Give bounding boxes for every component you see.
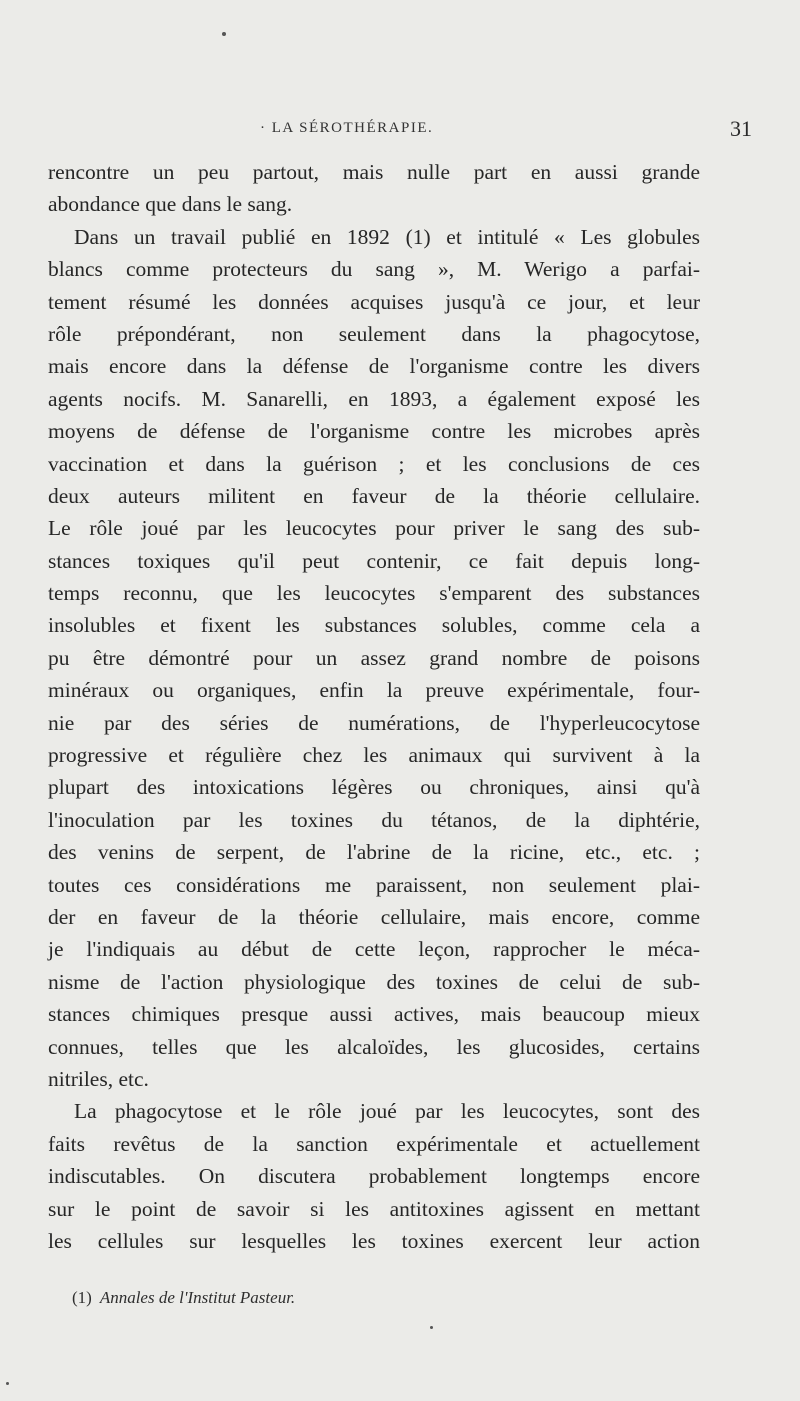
text-line: progressive et régulière chez les animaux qui survivent à la <box>48 743 700 768</box>
text-line: tement résumé les données acquises jusqu'à ce jour, et leur <box>48 289 700 314</box>
text-line: agents nocifs. M. Sanarelli, en 1893, a également exposé les <box>48 386 700 411</box>
text-line: faits revêtus de la sanction expérimentale et actuellement <box>48 1131 700 1156</box>
text-line: Le rôle joué par les leucocytes pour priver le sang des sub- <box>48 516 700 541</box>
text-line: minéraux ou organiques, enfin la preuve expérimentale, four- <box>48 678 700 703</box>
text-line: temps reconnu, que les leucocytes s'emparent des substances <box>48 581 700 606</box>
text-line: La phagocytose et le rôle joué par les leucocytes, sont des <box>74 1099 700 1124</box>
text-line: des venins de serpent, de l'abrine de la ricine, etc., etc. ; <box>48 840 700 865</box>
page-number: 31 <box>730 116 752 141</box>
text-line: vaccination et dans la guérison ; et les conclusions de ces <box>48 451 700 476</box>
text-line: plupart des intoxications légères ou chroniques, ainsi qu'à <box>48 775 700 800</box>
text-line: blancs comme protecteurs du sang », M. Werigo a parfai- <box>48 257 700 282</box>
text-line: rencontre un peu partout, mais nulle part en aussi grande <box>48 160 700 184</box>
text-line: nitriles, etc. <box>48 1066 149 1091</box>
text-line: insolubles et fixent les substances solubles, comme cela a <box>48 613 700 638</box>
print-speck <box>222 32 226 36</box>
footnote-marker: (1) <box>72 1288 92 1307</box>
text-line: nie par des séries de numérations, de l'hyperleucocytose <box>48 710 700 735</box>
text-line: abondance que dans le sang. <box>48 192 293 217</box>
text-line: toutes ces considérations me paraissent, non seulement plai- <box>48 872 700 897</box>
text-line: je l'indiquais au début de cette leçon, rapprocher le méca- <box>48 937 700 962</box>
running-title: · LA SÉROTHÉRAPIE. <box>260 120 434 136</box>
body-text <box>48 156 700 1257</box>
text-line: rôle prépondérant, non seulement dans la phagocytose, <box>48 321 700 346</box>
text-line: sur le point de savoir si les antitoxines agissent en mettant <box>48 1196 700 1221</box>
text-line: stances chimiques presque aussi actives, mais beaucoup mieux <box>48 1002 700 1027</box>
print-speck <box>430 1326 433 1329</box>
running-head <box>48 116 752 146</box>
text-line: connues, telles que les alcaloïdes, les glucosides, certains <box>48 1034 700 1059</box>
footnote <box>72 1288 295 1308</box>
text-line: les cellules sur lesquelles les toxines exercent leur action <box>48 1228 700 1253</box>
text-line: l'inoculation par les toxines du tétanos, de la diphtérie, <box>48 807 700 832</box>
text-line: Dans un travail publié en 1892 (1) et intitulé « Les globules <box>74 224 700 249</box>
text-line: deux auteurs militent en faveur de la théorie cellulaire. <box>48 483 700 508</box>
text-line: stances toxiques qu'il peut contenir, ce fait depuis long- <box>48 548 700 573</box>
text-line: pu être démontré pour un assez grand nombre de poisons <box>48 645 700 670</box>
text-line: der en faveur de la théorie cellulaire, mais encore, comme <box>48 904 700 929</box>
text-line: nisme de l'action physiologique des toxines de celui de sub- <box>48 969 700 994</box>
text-line: mais encore dans la défense de l'organisme contre les divers <box>48 354 700 379</box>
footnote-text: Annales de l'Institut Pasteur. <box>99 1288 296 1307</box>
text-line: indiscutables. On discutera probablement longtemps encore <box>48 1164 700 1189</box>
print-speck <box>6 1382 9 1385</box>
text-line: moyens de défense de l'organisme contre les microbes après <box>48 419 700 444</box>
